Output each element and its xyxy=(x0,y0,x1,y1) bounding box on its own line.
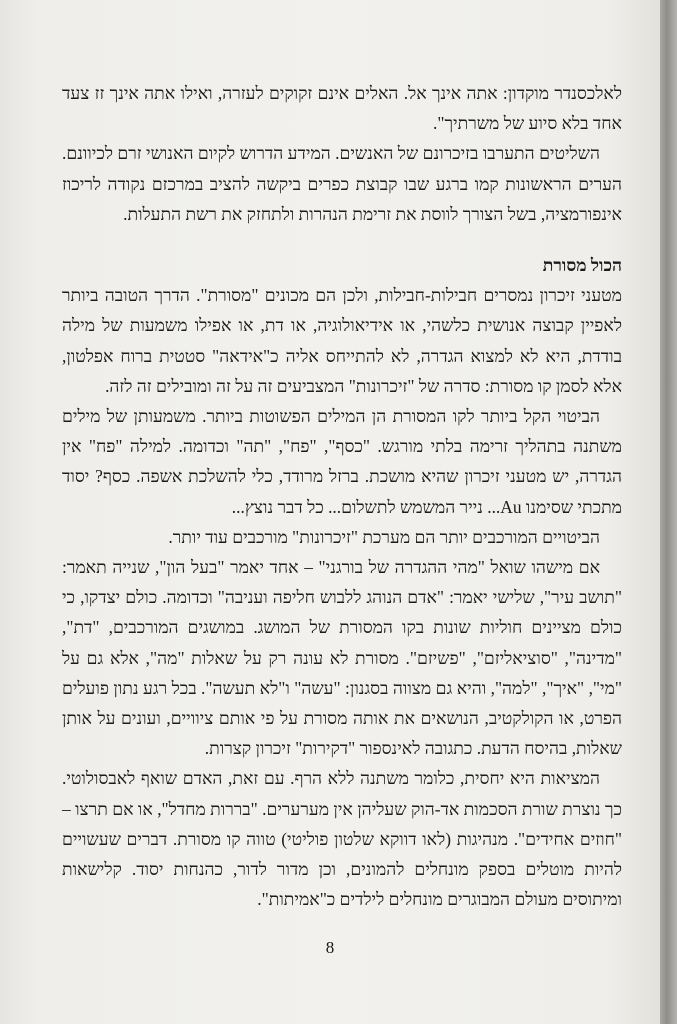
paragraph: הביטוי הקל ביותר לקו המסורת הן המילים הפשוטות ביותר. משמעותן של מילים משתנה בתהליך זרימה בלתי מורגש. "כסף", "פח", "תה" וכדומה. למילה "פח" אין הגדרה, יש מטעני זיכרון שהיא מושכת. ברזל מרודד, כלי להשלכת אשפה. כסף? יסוד מתכתי שסימנו Au... נייר המשמש לתשלום... כל דבר נוצץ... xyxy=(62,406,622,517)
section-heading: הכול מסורת xyxy=(542,255,622,276)
paragraph: השליטים התערבו בזיכרונם של האנשים. המידע הדרוש לקיום האנושי זרם לכיוונם. הערים הראשונות קמו ברגע שבו קבוצת כפרים ביקשה להציב במרכזם נקודה לריכוז אינפורמציה, בשל הצורך לווסת את זרימת הנהרות ולתחזק את רשת התעלות. xyxy=(62,143,622,224)
body-text xyxy=(62,78,622,914)
paragraph: הביטויים המורכבים יותר הם מערכת "זיכרונות" מורכבים עוד יותר. xyxy=(168,526,600,547)
page-number: 8 xyxy=(325,938,335,957)
paragraph: לאלכסנדר מוקדון: אתה אינך אל. האלים אינם זקוקים לעזרה, ואילו אתה אינך זז צעד אחד בלא סיוע של משרתיך". xyxy=(62,83,622,134)
paragraph: מטעני זיכרון נמסרים חבילות-חבילות, ולכן הם מכונים "מסורת". הדרך הטובה ביותר לאפיין קבוצה אנושית כלשהי, או אידיאולוגיה, או דת, או אפילו משמעות של מילה בודדת, היא לא למצוא הגדרה, לא להתייחס אליה כ"אידאה" סטטית ברוח אפלטון, אלא לסמן קו מסורת: סדרה של "זיכרונות" המצביעים זה על זה ומובילים זה לזה. xyxy=(62,285,622,396)
paragraph: אם מישהו שואל "מהי ההגדרה של בורגני" – אחד יאמר "בעל הון", שנייה תאמר: "תושב עיר", שלישי יאמר: "אדם הנוהג ללבוש חליפה ועניבה" וכדומה. כולם יצדקו, כי כולם מציינים חוליות שונות בקו המסורת של המושג. במושגים המורכבים, "דת", "מדינה", "סוציאליזם", "פשיזם". מסורת לא עונה רק על שאלות "מה", אלא גם על "מי", "איך", "למה", והיא גם מצווה בסגנון: "עשה" ו"לא תעשה". בכל רגע נתון פועלים הפרט, או הקולקטיב, הנושאים את אותה מסורת על פי אותם ציוויים, ועונים על אותן שאלות, בהיסח הדעת. כתגובה לאינספור "דקירות" זיכרון קצרות. xyxy=(62,557,622,759)
paragraph: המציאות היא יחסית, כלומר משתנה ללא הרף. עם זאת, האדם שואף לאבסולוטי. כך נוצרת שורת הסכמות אד-הוק שעליהן אין מערערים. "בררות מחדל", או אם תרצו – "חוזים אחידים". מנהיגות (לאו דווקא שלטון פוליטי) טווה קו מסורת. דברים שעשויים להיות מוטלים בספק מונחלים להמונים, וכן מדור לדור, כהנחות יסוד. קלישאות ומיתוסים מעולם המבוגרים מונחלים לילדים כ"אמיתות". xyxy=(62,768,622,910)
page-edge xyxy=(660,0,677,1024)
